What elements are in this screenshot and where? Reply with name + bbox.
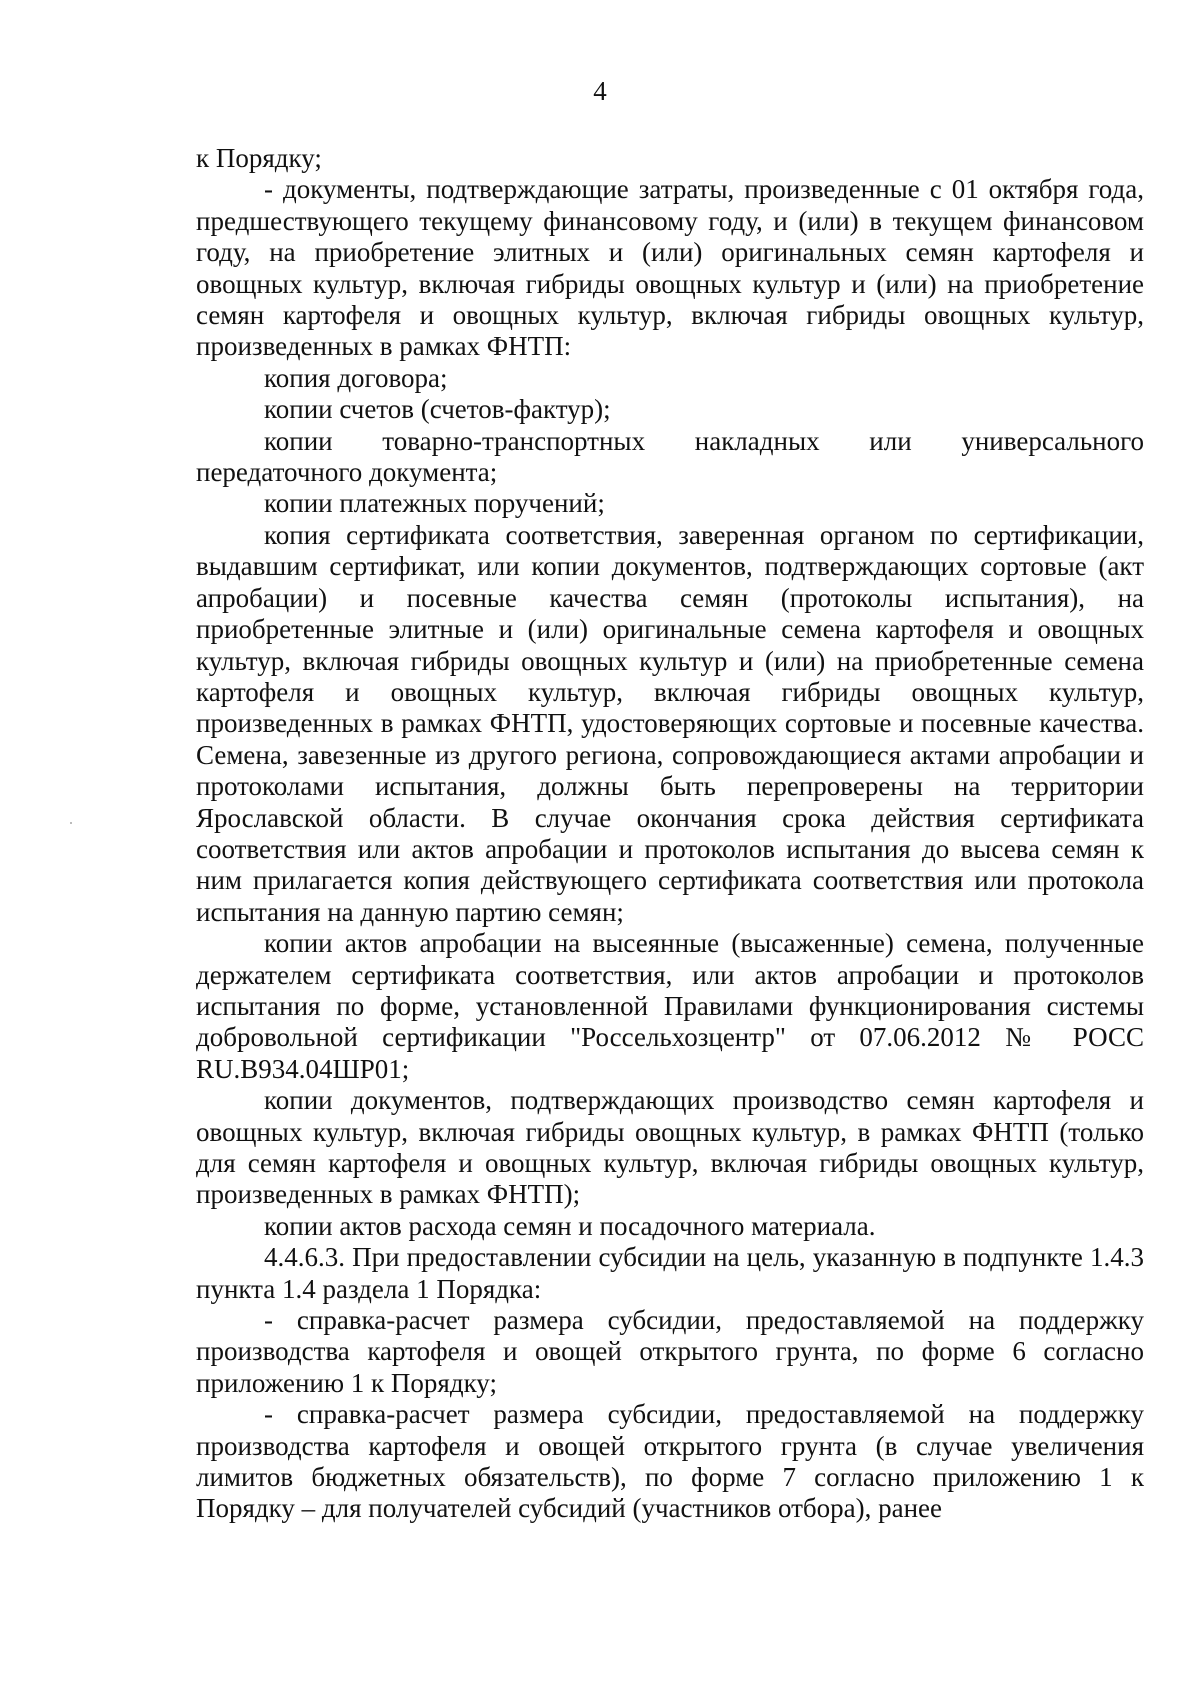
paragraph-p11: 4.4.6.3. При предоставлении субсидии на цель, указанную в подпункте 1.4.3 пункта 1.4 раздела 1 Порядка: — [196, 1242, 1144, 1304]
paragraph-p09: копии документов, подтверждающих производство семян картофеля и овощных культур, включая гибриды овощных культур, в рамках ФНТП (только для семян картофеля и овощных культур, включая гибриды овощных культур, произведенных в рамках ФНТП); — [196, 1085, 1144, 1210]
paragraph-p02: - документы, подтверждающие затраты, произведенные с 01 октября года, предшествующего текущему финансовому году, и (или) в текущем финансовом году, на приобретение элитных и (или) оригинальных семян картофеля и овощных культур, включая гибриды овощных культур и (или) на приобретение семян картофеля и овощных культур, включая гибриды овощных культур, произведенных в рамках ФНТП: — [196, 174, 1144, 362]
paragraph-p12: - справка-расчет размера субсидии, предоставляемой на поддержку производства картофеля и овощей открытого грунта, по форме 6 согласно приложению 1 к Порядку; — [196, 1305, 1144, 1398]
scan-artifact — [70, 822, 72, 824]
paragraph-p13: - справка-расчет размера субсидии, предоставляемой на поддержку производства картофеля и овощей открытого грунта (в случае увеличения лимитов бюджетных обязательств), по форме 7 согласно приложению 1 к Порядку – для получателей субсидий (участников отбора), ранее — [196, 1399, 1144, 1524]
paragraph-p07: копия сертификата соответствия, заверенная органом по сертификации, выдавшим сертификат, или копии документов, подтверждающих сортовые (акт апробации) и посевные качества семян (протоколы испытания), на приобретенные элитные и (или) оригинальные семена картофеля и овощных культур, включая гибриды овощных культур и (или) на приобретенные семена картофеля и овощных культур, включая гибриды овощных культур, произведенных в рамках ФНТП, удостоверяющих сортовые и посевные качества. Семена, завезенные из другого региона, сопровождающиеся актами апробации и протоколами испытания, должны быть перепроверены на территории Ярославской области. В случае окончания срока действия сертификата соответствия или актов апробации и протоколов испытания до высева семян к ним прилагается копия действующего сертификата соответствия или протокола испытания на данную партию семян; — [196, 519, 1144, 927]
paragraph-p10: копии актов расхода семян и посадочного материала. — [264, 1210, 876, 1241]
paragraph-p01: к Порядку; — [196, 143, 322, 173]
paragraph-p03: копия договора; — [264, 362, 448, 393]
paragraph-p05: копии товарно-транспортных накладных или универсального передаточного документа; — [196, 425, 1144, 488]
paragraph-p08: копии актов апробации на высеянные (высаженные) семена, полученные держателем сертификата соответствия, или актов апробации и протоколов испытания по форме, установленной Правилами функционирования системы добровольной сертификации "Россельхозцентр" от 07.06.2012 № РОСС RU.В934.04ШР01; — [196, 928, 1144, 1084]
document-body — [196, 143, 1144, 1525]
paragraph-p06: копии платежных поручений; — [264, 488, 605, 519]
paragraph-p04: копии счетов (счетов-фактур); — [264, 394, 611, 425]
page-number: 4 — [593, 76, 607, 106]
